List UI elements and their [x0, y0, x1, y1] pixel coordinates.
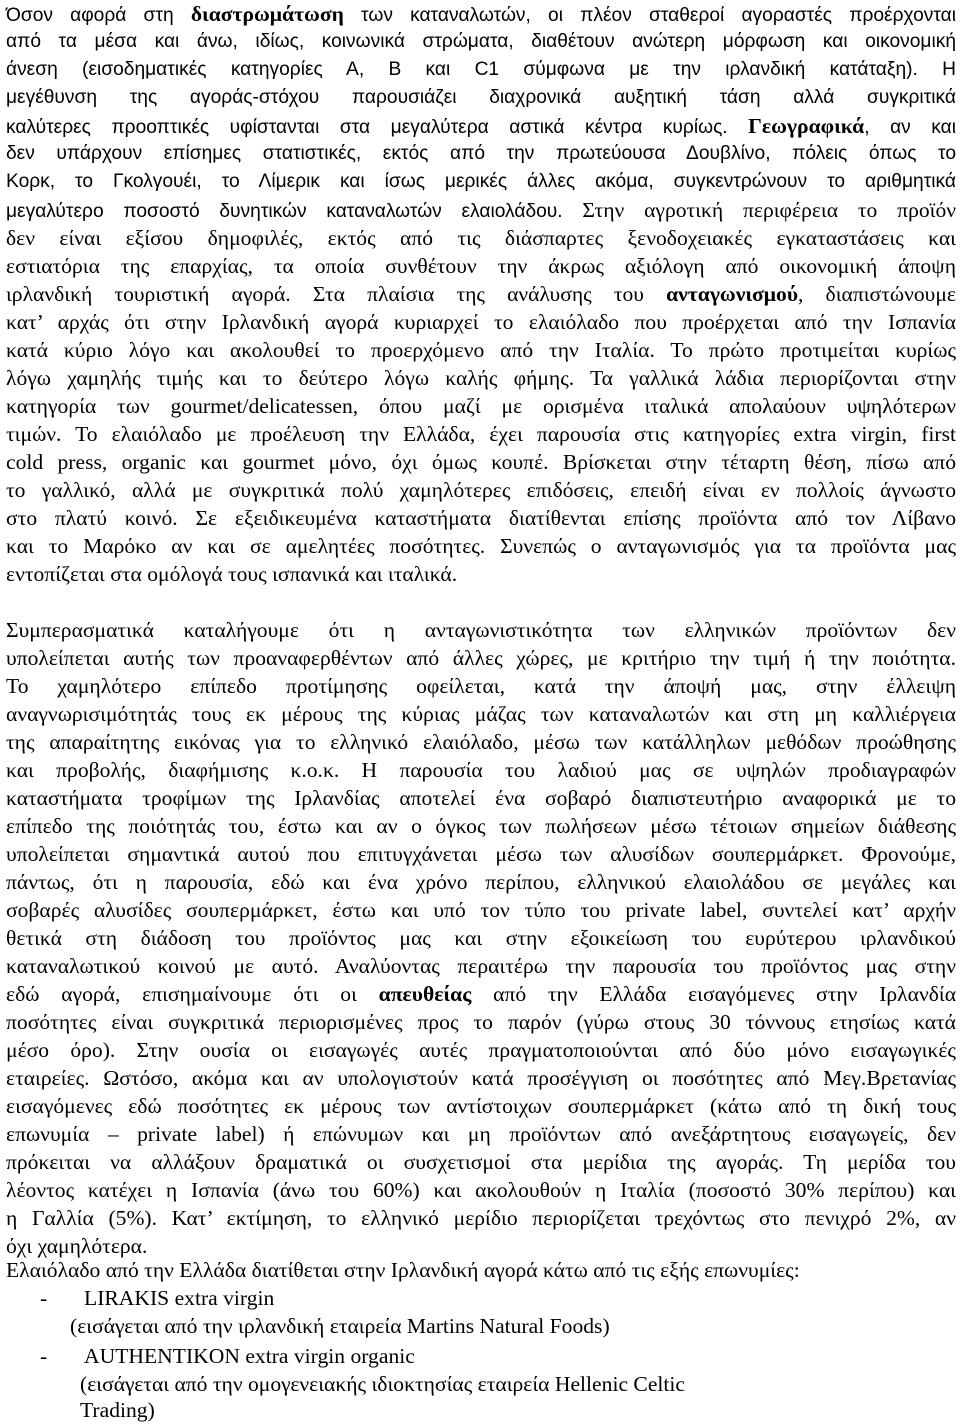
brands-intro: Ελαιόλαδο από την Ελλάδα διατίθεται στην Ιρλανδική αγορά κάτω από τις εξής επωνυμίες:: [6, 1258, 800, 1282]
text-line: καταναλωτικού κοινού με αυτό. Αναλύοντας περαιτέρω την παρουσία του προϊόντος μας στην: [6, 954, 956, 978]
brand-name: LIRAKIS extra virgin: [84, 1286, 275, 1310]
list-item-detail: [6, 1312, 956, 1340]
text-line: πάντως, ότι η παρουσία, εδώ και ένα χρόνο περίπου, ελληνικού ελαιολάδου σε μεγάλες και: [6, 870, 956, 894]
list-item: [6, 1284, 956, 1312]
text-line: ιρλανδική τουριστική αγορά. Στα πλαίσια της ανάλυσης του ανταγωνισμού, διαπιστώνουμε: [6, 282, 956, 306]
brand-name: AUTHENTIKON extra virgin organic: [84, 1344, 415, 1368]
text-line: λόγω χαμηλής τιμής και το δεύτερο λόγω καλής φήμης. Τα γαλλικά λάδια περιορίζονται στην: [6, 366, 956, 390]
text-line: μέσο όρο). Στην ουσία οι εισαγωγές αυτές πραγματοποιούνται από δύο μόνο εισαγωγικές: [6, 1038, 956, 1062]
text-line: εταιρείες. Ωστόσο, ακόμα και αν υπολογιστούν κατά προσέγγιση οι ποσότητες από Μεγ.Βρετανίας: [6, 1066, 956, 1090]
list-marker: -: [40, 1286, 48, 1310]
text-line: μεγέθυνση της αγοράς-στόχου παρουσιάζει διαχρονικά αυξητική τάση αλλά συγκριτικά: [6, 87, 956, 108]
text-line: στο πλατύ κοινό. Σε εξειδικευμένα καταστήματα διατίθενται επίσης προϊόντα από τον Λίβανο: [6, 506, 956, 530]
text-line: από τα μέσα και άνω, ιδίως, κοινωνικά στρώματα, διαθέτουν ανώτερη μόρφωση και οικονομική: [6, 31, 956, 52]
text-line: δεν υπάρχουν επίσημες στατιστικές, εκτός από την πρωτεύουσα Δουβλίνο, πόλεις όπως το: [6, 143, 956, 164]
text-line: επίπεδο της ποιότητάς του, έστω και αν ο όγκος των πωλήσεων μέσω τέτοιων σημείων διάθεσης: [6, 814, 956, 838]
text-line: της απαραίτητης εικόνας για το ελληνικό ελαιόλαδο, μέσω των κατάλληλων μεθόδων προώθησης: [6, 730, 956, 754]
text-line: και το Μαρόκο αν και σε αμελητέες ποσότητες. Συνεπώς ο ανταγωνισμός για τα προϊόντα μας: [6, 534, 956, 558]
text-line: εισαγόμενες εδώ ποσότητες εκ μέρους των αντίστοιχων σουπερμάρκετ (κάτω από τη δική τους: [6, 1094, 956, 1118]
text-line: άνεση (εισοδηματικές κατηγορίες Α, Β και C1 σύμφωνα με την ιρλανδική κατάταξη). Η: [6, 59, 956, 80]
brand-importer: (εισάγεται από την ιρλανδική εταιρεία Martins Natural Foods): [70, 1314, 610, 1338]
list-marker: -: [40, 1344, 48, 1368]
brand-importer: Trading): [80, 1398, 155, 1422]
text-line: κατ’ αρχάς ότι στην Ιρλανδική αγορά κυριαρχεί το ελαιόλαδο που προέρχεται από την Ισπανία: [6, 310, 956, 334]
brand-importer: (εισάγεται από την ομογενειακής ιδιοκτησίας εταιρεία Hellenic Celtic: [80, 1372, 685, 1396]
emphasis-competition: ανταγωνισμού: [666, 282, 799, 306]
text-line: εντοπίζεται στα ομόλογά τους ισπανικά και ιταλικά.: [6, 562, 458, 586]
text-line: δεν είναι εξίσου δημοφιλές, εκτός από τις διάσπαρτες ξενοδοχειακές εγκαταστάσεις και: [6, 226, 956, 250]
text-line: αναγνωρισιμότητάς τους εκ μέρους της κύριας μάζας των καταναλωτών και στη μη καλλιέργεια: [6, 702, 956, 726]
text-line: κατηγορία των gourmet/delicatessen, όπου μαζί με ορισμένα ιταλικά απολαύουν υψηλότερων: [6, 394, 956, 418]
text-line: υπολείπεται σημαντικά αυτού που επιτυγχάνεται μέσω των αλυσίδων σουπερμάρκετ. Φρονούμε,: [6, 842, 956, 866]
text-line: θετικά στη διάδοση του προϊόντος μας και στην εξοικείωση του ευρύτερου ιρλανδικού: [6, 926, 956, 950]
text-line: Το χαμηλότερο επίπεδο προτίμησης οφείλεται, κατά την άποψή μας, στην έλλειψη: [6, 674, 956, 698]
text-line: υπολείπεται αυτής των προαναφερθέντων από άλλες χώρες, με κριτήριο την τιμή ή την ποιότητα.: [6, 646, 956, 670]
emphasis-segmentation: διαστρωμάτωση: [190, 2, 344, 26]
text-line: καταστήματα τροφίμων της Ιρλανδίας αποτελεί ένα σοβαρό διαπιστευτήριο αναφορικά με το: [6, 786, 956, 810]
text-line: καλύτερες προοπτικές υφίστανται στα μεγαλύτερα αστικά κέντρα κυρίως. Γεωγραφικά, αν και: [6, 114, 956, 138]
text-line: εδώ αγορά, επισημαίνουμε ότι οι απευθείας από την Ελλάδα εισαγόμενες στην Ιρλανδία: [6, 982, 957, 1006]
text-line: εστιατόρια της επαρχίας, τα οποία συνθέτουν την άκρως αξιόλογη από οικονομική άποψη: [6, 254, 956, 278]
text-line: όχι χαμηλότερα.: [6, 1234, 148, 1258]
text-line: Όσον αφορά στη διαστρωμάτωση των καταναλωτών, οι πλέον σταθεροί αγοραστές προέρχονται: [6, 2, 957, 26]
text-line: πρόκειται να αλλάξουν δραματικά οι συσχετισμοί στα μερίδια της αγοράς. Τη μερίδα του: [6, 1150, 956, 1174]
list-item-detail: [6, 1396, 956, 1424]
text-line: επωνυμία – private label) ή επώνυμων και μη προϊόντων από ανεξάρτητους εισαγωγείς, δεν: [6, 1122, 956, 1146]
text-line: Κορκ, το Γκολγουέι, το Λίμερικ και ίσως μερικές άλλες ακόμα, συγκεντρώνουν το αριθμητικά: [6, 171, 956, 192]
text-line: κατά κύριο λόγο και ακολουθεί το προερχόμενο από την Ιταλία. Το πρώτο προτιμείται κυρίως: [6, 338, 956, 362]
text-line: το γαλλικό, αλλά με συγκριτικά πολύ χαμηλότερες επιδόσεις, επειδή είναι εν πολλοίς άγνωστο: [6, 478, 956, 502]
list-item-detail: [6, 1370, 956, 1398]
text-line: η Γαλλία (5%). Κατ’ εκτίμηση, το ελληνικό μερίδιο περιορίζεται τρεχόντως στο πενιχρό 2%, αν: [6, 1206, 956, 1230]
text-line: Συμπερασματικά καταλήγουμε ότι η ανταγωνιστικότητα των ελληνικών προϊόντων δεν: [6, 618, 956, 642]
text-line: cold press, organic και gourmet μόνο, όχι όμως κουπέ. Βρίσκεται στην τέταρτη θέση, πίσω από: [6, 450, 956, 474]
text-line: λέοντος κατέχει η Ισπανία (άνω του 60%) και ακολουθούν η Ιταλία (ποσοστό 30% περίπου) και: [6, 1178, 956, 1202]
text-line: σοβαρές αλυσίδες σουπερμάρκετ, έστω και υπό τον τύπο του private label, συντελεί κατ’ αρχήν: [6, 898, 956, 922]
text-line: τιμών. Το ελαιόλαδο με προέλευση την Ελλάδα, έχει παρουσία στις κατηγορίες extra virgin, first: [6, 422, 956, 446]
text-line: μεγαλύτερο ποσοστό δυνητικών καταναλωτών ελαιολάδου. Στην αγροτική περιφέρεια το προϊόν: [6, 198, 957, 222]
emphasis-geography: Γεωγραφικά: [748, 114, 865, 138]
list-item: [6, 1342, 956, 1370]
text-line: και προβολής, διαφήμισης κ.ο.κ. Η παρουσία του λαδιού μας σε υψηλών προδιαγραφών: [6, 758, 956, 782]
text-line: ποσότητες είναι συγκριτικά περιορισμένες προς το παρόν (γύρω στους 30 τόννους ετησίως κατά: [6, 1010, 956, 1034]
emphasis-direct: απευθείας: [378, 982, 472, 1006]
